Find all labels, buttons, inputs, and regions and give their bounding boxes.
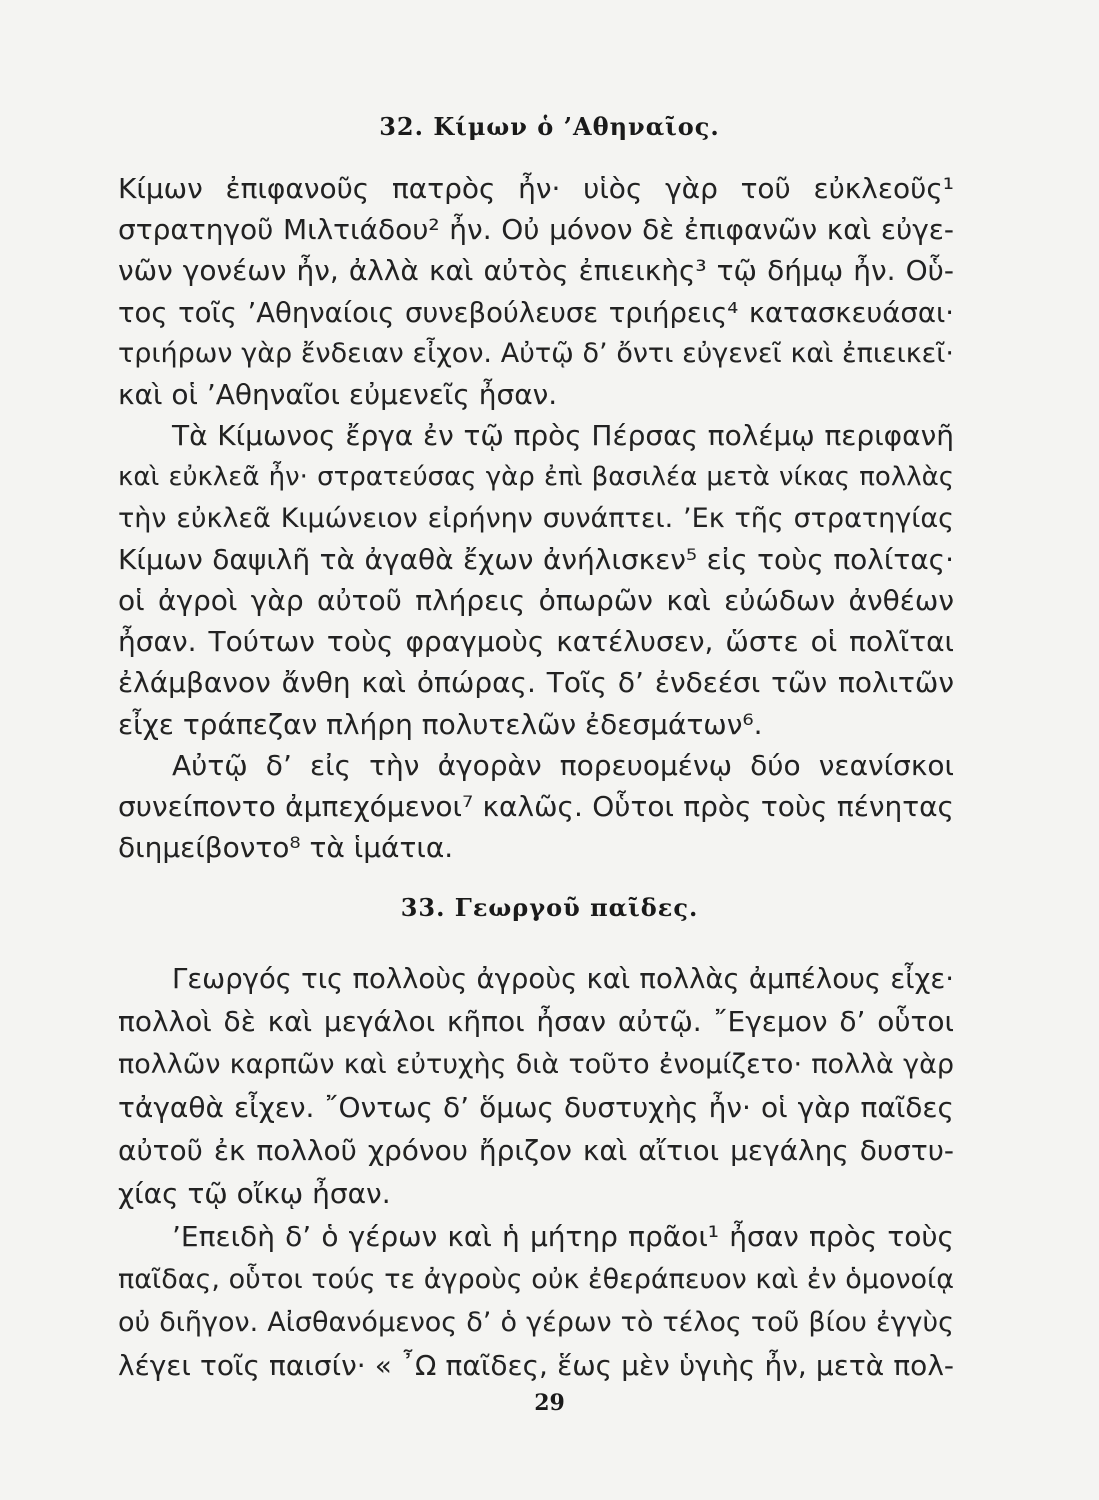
section-title-32: 32. Κίμων ὁ ’Αθηναῖος.: [379, 112, 720, 141]
text-line: Κίμων ἐπιφανοῦς πατρὸς ἦν· υἱὸς γὰρ τοῦ εὐκλεοῦς¹: [118, 172, 954, 205]
text-line: τριήρων γὰρ ἔνδειαν εἶχον. Αὐτῷ δ’ ὄντι εὐγενεῖ καὶ ἐπιεικεῖ·: [118, 337, 954, 369]
text-line: στρατηγοῦ Μιλτιάδου² ἦν. Οὐ μόνον δὲ ἐπιφανῶν καὶ εὐγε-: [118, 213, 954, 247]
text-line: διημείβοντο⁸ τὰ ἱμάτια.: [118, 831, 454, 865]
text-line: ’Επειδὴ δ’ ὁ γέρων καὶ ἡ μήτηρ πρᾶοι¹ ἦσαν πρὸς τοὺς: [172, 1220, 954, 1253]
text-line: οἱ ἀγροὶ γὰρ αὐτοῦ πλήρεις ὀπωρῶν καὶ εὐώδων ἀνθέων: [118, 584, 954, 617]
text-line: Τὰ Κίμωνος ἔργα ἐν τῷ πρὸς Πέρσας πολέμῳ περιφανῆ: [172, 419, 954, 453]
text-line: ἦσαν. Τούτων τοὺς φραγμοὺς κατέλυσεν, ὥστε οἱ πολῖται: [118, 625, 954, 659]
text-line: πολλοὶ δὲ καὶ μεγάλοι κῆποι ἦσαν αὐτῷ. ῎Εγεμον δ’ οὗτοι: [118, 1005, 954, 1038]
text-line: τἀγαθὰ εἶχεν. ῎Οντως δ’ ὅμως δυστυχὴς ἦν· οἱ γὰρ παῖδες: [118, 1091, 954, 1124]
text-line: καὶ οἱ ’Αθηναῖοι εὐμενεῖς ἦσαν.: [118, 378, 558, 411]
text-line: τὴν εὐκλεᾶ Κιμώνειον εἰρήνην συνάπτει. ’Εκ τῆς στρατηγίας: [118, 502, 954, 534]
text-line: ἐλάμβανον ἄνθη καὶ ὀπώρας. Τοῖς δ’ ἐνδεέσι τῶν πολιτῶν: [118, 666, 954, 700]
text-line: πολλῶν καρπῶν καὶ εὐτυχὴς διὰ τοῦτο ἐνομίζετο· πολλὰ γὰρ: [118, 1049, 954, 1080]
text-line: Κίμων δαψιλῆ τὰ ἀγαθὰ ἔχων ἀνήλισκεν⁵ εἰς τοὺς πολίτας·: [118, 542, 954, 576]
text-line: εἶχε τράπεζαν πλήρη πολυτελῶν ἐδεσμάτων⁶.: [118, 707, 763, 741]
text-line: αὐτοῦ ἐκ πολλοῦ χρόνου ἤριζον καὶ αἴτιοι μεγάλης δυστυ-: [118, 1134, 954, 1167]
text-line: τος τοῖς ’Αθηναίοις συνεβούλευσε τριήρεις⁴ κατασκευάσαι·: [118, 296, 954, 329]
text-line: νῶν γονέων ἦν, ἀλλὰ καὶ αὐτὸς ἐπιεικὴς³ τῷ δήμῳ ἦν. Οὗ-: [118, 254, 954, 288]
page-number: 29: [534, 1390, 565, 1416]
text-line: οὐ διῆγον. Αἰσθανόμενος δ’ ὁ γέρων τὸ τέλος τοῦ βίου ἐγγὺς: [118, 1307, 954, 1338]
text-line: παῖδας, οὗτοι τούς τε ἀγροὺς οὐκ ἐθεράπευον καὶ ἐν ὁμονοίᾳ: [118, 1264, 954, 1295]
text-line: Γεωργός τις πολλοὺς ἀγροὺς καὶ πολλὰς ἀμπέλους εἶχε·: [172, 963, 954, 995]
section-title-33: 33. Γεωργοῦ παῖδες.: [400, 893, 699, 922]
text-line: χίας τῷ οἴκῳ ἦσαν.: [118, 1177, 391, 1210]
text-line: Αὐτῷ δ’ εἰς τὴν ἀγορὰν πορευομένῳ δύο νεανίσκοι: [172, 748, 954, 782]
text-line: συνείποντο ἀμπεχόμενοι⁷ καλῶς. Οὗτοι πρὸς τοὺς πένητας: [118, 790, 954, 823]
text-line: καὶ εὐκλεᾶ ἦν· στρατεύσας γὰρ ἐπὶ βασιλέα μετὰ νίκας πολλὰς: [118, 462, 954, 493]
text-line: λέγει τοῖς παισίν· « ῏Ω παῖδες, ἕως μὲν ὑγιὴς ἦν, μετὰ πολ-: [118, 1349, 954, 1382]
